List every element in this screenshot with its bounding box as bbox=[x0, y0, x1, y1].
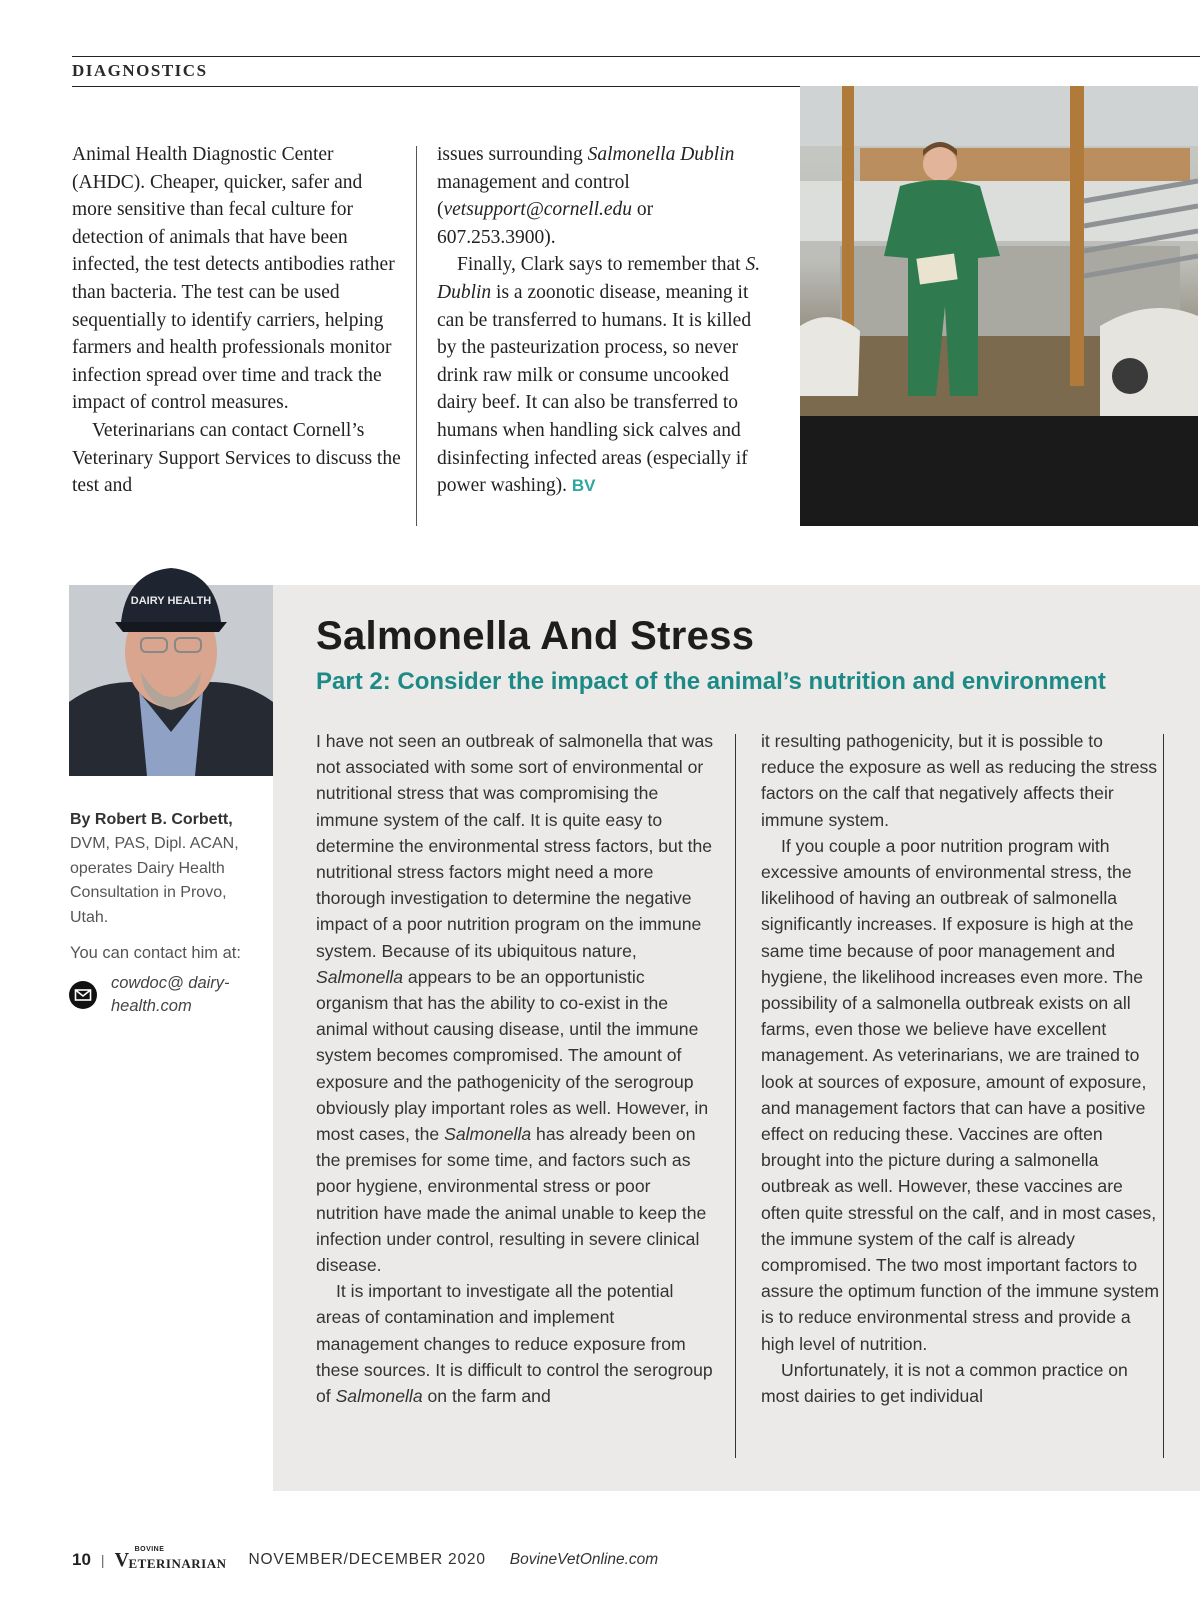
feature-paragraph: If you couple a poor nutrition program with excessive amounts of environmental stress, the likelihood of having an outbreak of salmonella significantly increases. If exposure is high at the same time because of poor management and hygiene, the likelihood increases even more. The possibility of a salmonella outbreak exists on all farms, even those we believe have excellent management. As veterinarians, we are trained to look at sources of exposure, amount of exposure, and management factors that can have a positive effect on reducing these. Vaccines are often brought into the picture during a salmonella outbreak as well. However, these vaccines are often quite stressful on the calf, and in most cases, the immune system of the calf is already compromised. The two most important factors to assure the optimum function of the immune system is to reduce environmental stress and provide a high level of nutrition. bbox=[761, 835, 1159, 1354]
footer-separator: | bbox=[100, 1552, 105, 1568]
feature-column-2 bbox=[761, 728, 1161, 1409]
italic-term: Salmonella bbox=[316, 966, 404, 987]
calf-pen-photo bbox=[800, 86, 1198, 526]
feature-title: Salmonella And Stress bbox=[316, 614, 755, 658]
top-article-paragraph: Animal Health Diagnostic Center (AHDC). Cheaper, quicker, safer and more sensitive than fecal culture for detection of animals that have been infected, the test detects antibodies rather than bacteria. The test can be used sequentially to identify carriers, helping farmers and health professionals monitor infection spread over time and track the impact of control measures. bbox=[72, 144, 395, 414]
page-number: 10 bbox=[72, 1550, 91, 1569]
author-name: By Robert B. Corbett, bbox=[70, 811, 233, 828]
logo-wordmark: ETERINARIAN bbox=[128, 1555, 227, 1571]
mail-icon bbox=[68, 980, 98, 1010]
author-portrait bbox=[69, 552, 273, 776]
top-article-paragraph: Finally, Clark says to remember that S. Dublin is a zoonotic disease, meaning it can be transferred to humans. It is killed by the pasteurization process, so never drink raw milk or consume uncooked dairy beef. It can also be transferred to humans when handling sick calves and disinfecting infected areas (especially if power washing). BV bbox=[437, 254, 761, 497]
page-footer bbox=[72, 1547, 658, 1573]
end-mark: BV bbox=[571, 476, 596, 496]
feature-paragraph: Unfortunately, it is not a common practice on most dairies to get individual bbox=[761, 1359, 1128, 1407]
header-rule-bottom bbox=[72, 86, 800, 87]
bovine-veterinarian-logo bbox=[114, 1545, 227, 1572]
feature-subtitle: Part 2: Consider the impact of the animal’s nutrition and environment bbox=[316, 668, 1106, 695]
top-article-column-2 bbox=[437, 141, 767, 500]
author-credentials: DVM, PAS, Dipl. ACAN, operates Dairy Health Consultation in Provo, Utah. bbox=[70, 835, 239, 926]
column-divider bbox=[1163, 734, 1164, 1458]
column-divider bbox=[416, 146, 417, 526]
italic-term: Salmonella Dublin bbox=[587, 144, 735, 165]
author-email-link[interactable]: cowdoc@ dairy-health.com bbox=[111, 974, 230, 1015]
logo-bovine-text: BOVINE bbox=[134, 1545, 165, 1553]
author-headshot bbox=[69, 552, 273, 776]
cap-logo-text: DAIRY HEALTH bbox=[130, 595, 212, 607]
feature-column-1 bbox=[316, 728, 716, 1409]
top-article-paragraph: issues surrounding Salmonella Dublin management and control (vetsupport@cornell.edu or 607.253.3900). bbox=[437, 144, 735, 248]
feature-paragraph: I have not seen an outbreak of salmonella that was not associated with some sort of environmental or nutritional stress that was compromising the immune system of the calf. It is quite easy to determine the environmental stress factors, but the nutritional stress factors might need a more thorough investigation to determine the negative impact of a poor nutrition program on the immune system. Because of its ubiquitous nature, Salmonella appears to be an opportunistic organism that has the ability to co-exist in the animal without causing disease, until the immune system becomes compromised. The amount of exposure and the pathogenicity of the serogroup obviously play important roles as well. However, in most cases, the Salmonella has already been on the premises for some time, and factors such as poor hygiene, environmental stress or poor nutrition have made the animal unable to keep the infection under control, resulting in severe clinical disease. bbox=[316, 731, 714, 1276]
column-divider bbox=[735, 734, 736, 1458]
website-link[interactable]: BovineVetOnline.com bbox=[509, 1551, 659, 1568]
feature-paragraph: it resulting pathogenicity, but it is possible to reduce the exposure as well as reducing the stress factors on the calf that negatively affects their immune system. bbox=[761, 731, 1158, 830]
contact-label: You can contact him at: bbox=[70, 944, 241, 962]
feature-paragraph: It is important to investigate all the potential areas of contamination and implement management changes to reduce exposure from these sources. It is difficult to control the serogroup of Salmonella on the farm and bbox=[316, 1281, 713, 1407]
top-article-paragraph: Veterinarians can contact Cornell’s Veterinary Support Services to discuss the test and bbox=[72, 419, 401, 497]
calf-pen-illustration bbox=[800, 86, 1198, 526]
header-rule-top bbox=[72, 56, 1200, 57]
contact-email-link[interactable]: vetsupport@cornell.edu bbox=[443, 199, 633, 221]
author-byline bbox=[70, 808, 265, 930]
issue-date: NOVEMBER/DECEMBER 2020 bbox=[248, 1551, 486, 1568]
italic-term: Salmonella bbox=[444, 1124, 532, 1145]
italic-term: Salmonella bbox=[335, 1386, 423, 1407]
logo-initial: V bbox=[114, 1548, 129, 1571]
italic-term: S. Dublin bbox=[437, 254, 761, 303]
section-label: DIAGNOSTICS bbox=[72, 61, 208, 80]
top-article-column-1 bbox=[72, 141, 402, 500]
